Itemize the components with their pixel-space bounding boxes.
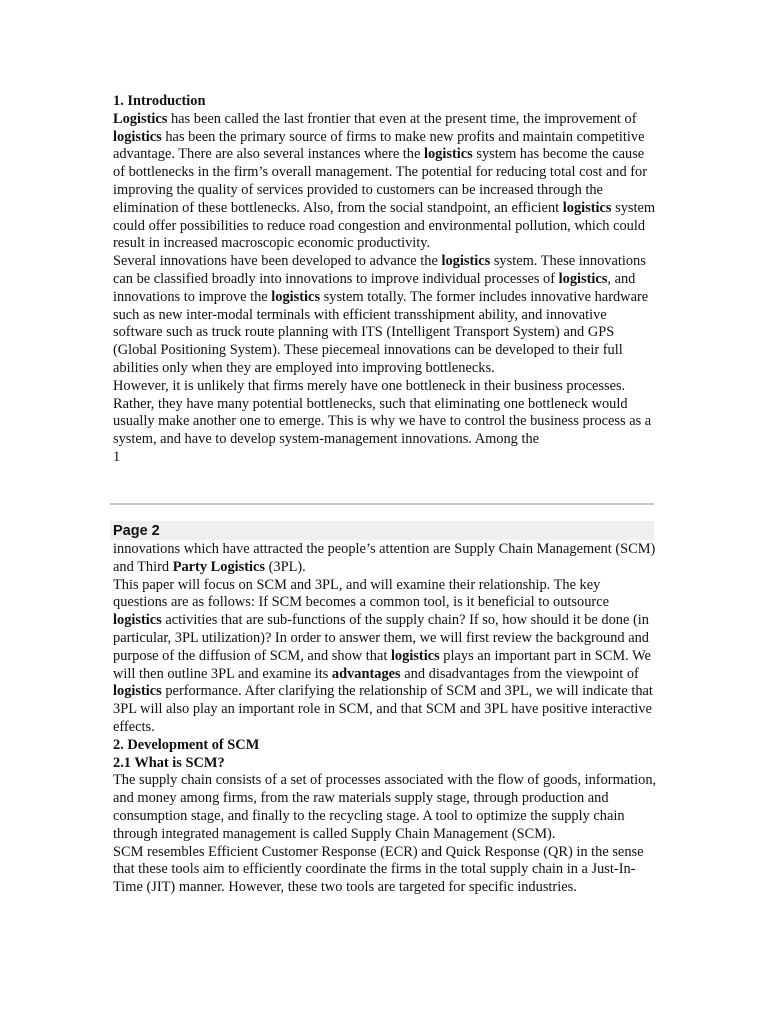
page-2-label: Page 2 <box>110 521 654 540</box>
paragraph: Logistics has been called the last frontier that even at the present time, the improvement of logistics has been the primary source of firms to make new profits and maintain competitive advantage. There are also several instances where the logistics system has become the cause of bottlenecks in the firm’s overall management. The potential for reducing total cost and for improving the quality of services provided to customers can be increased through the elimination of these bottlenecks. Also, from the social standpoint, an efficient logistics system could offer possibilities to reduce road congestion and environmental pollution, which could result in increased macroscopic economic productivity. <box>113 110 656 252</box>
bold-term: logistics <box>390 647 440 664</box>
bold-term: logistics <box>113 683 162 700</box>
bold-term: Logistics <box>113 110 168 127</box>
page-divider <box>110 503 654 505</box>
paragraph: However, it is unlikely that firms merely have one bottleneck in their business processes. Rather, they have many potential bottlenecks, such that eliminating one bottleneck would usually make another one to emerge. This is why we have to control the business process as a system, and have to develop system-management innovations. Among the <box>113 377 652 448</box>
bold-term: advantages <box>331 665 401 682</box>
paragraph: The supply chain consists of a set of processes associated with the flow of goods, information, and money among firms, from the raw materials supply stage, through production and consumption stage, and finally to the recycling stage. A tool to optimize the supply chain through integrated management is called Supply Chain Management (SCM). <box>113 772 657 842</box>
paragraph: This paper will focus on SCM and 3PL, and will examine their relationship. The key questions are as follows: If SCM becomes a common tool, is it beneficial to outsource logistics activities that are sub-functions of the supply chain? If so, how should it be done (in particular, 3PL utilization)? In order to answer them, we will first review the background and purpose of the diffusion of SCM, and show that logistics plays an important part in SCM. We will then outline 3PL and examine its advantages and disadvantages from the viewpoint of logistics performance. After clarifying the relationship of SCM and 3PL, we will indicate that 3PL will also play an important role in SCM, and that SCM and 3PL have positive interactive effects. <box>113 576 653 735</box>
page-2-body <box>113 541 658 897</box>
bold-term: logistics <box>441 253 491 270</box>
bold-term: logistics <box>271 288 321 305</box>
paragraph: SCM resembles Efficient Customer Response (ECR) and Quick Response (QR) in the sense that these tools aim to efficiently coordinate the firms in the total supply chain in a Just-In-Time (JIT) manner. However, these two tools are targeted for specific industries. <box>113 843 644 896</box>
page-number: 1 <box>113 448 121 465</box>
bold-term: logistics <box>558 270 608 287</box>
paragraph: Several innovations have been developed to advance the logistics system. These innovations can be classified broadly into innovations to improve individual processes of logistics, and innovations to improve the logistics system totally. The former includes innovative hardware such as new inter-modal terminals with efficient transshipment ability, and innovative software such as truck route planning with ITS (Intelligent Transport System) and GPS (Global Positioning System). These piecemeal innovations can be developed to their full abilities only when they are employed into improving bottlenecks. <box>113 253 649 376</box>
bold-term: logistics <box>113 128 162 145</box>
page-1-body <box>113 93 658 467</box>
bold-term: logistics <box>113 612 162 629</box>
paragraph: innovations which have attracted the people’s attention are Supply Chain Management (SCM) and Third Party Logistics (3PL). <box>113 541 656 575</box>
section-heading-introduction: 1. Introduction <box>113 93 206 109</box>
subsection-heading-what-is-scm: 2.1 What is SCM? <box>113 754 225 771</box>
section-heading-development-of-scm: 2. Development of SCM <box>113 736 260 753</box>
bold-term: logistics <box>562 199 612 216</box>
bold-term: Party Logistics <box>172 558 266 575</box>
bold-term: logistics <box>423 146 473 163</box>
